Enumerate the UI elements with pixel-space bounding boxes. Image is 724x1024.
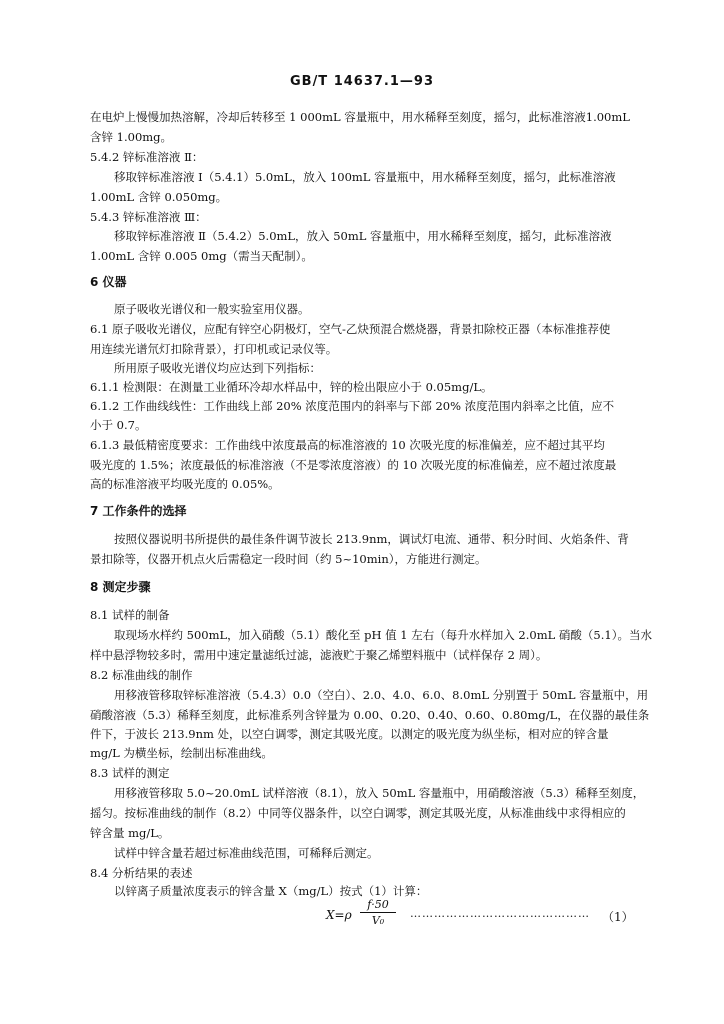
text-line: 1.00mL 含锌 0.050mg。 xyxy=(90,190,228,204)
text-line: 试样中锌含量若超过标准曲线范围，可稀释后测定。 xyxy=(114,846,379,860)
section-heading: 8 测定步骤 xyxy=(90,580,151,594)
text-line: 取现场水样约 500mL，加入硝酸（5.1）酸化至 pH 值 1 左右（每升水样加入 2.0mL 硝酸（5.1）。当水 xyxy=(114,628,652,642)
formula-numerator: f·50 xyxy=(367,898,389,911)
text-line: 6.1.2 工作曲线线性：工作曲线上部 20% 浓度范围内的斜率与下部 20% 浓度范围内斜率之比值，应不 xyxy=(90,399,615,413)
text-line: 6.1 原子吸收光谱仪，应配有锌空心阴极灯，空气-乙炔预混合燃烧器，背景扣除校正器（本标准推荐使 xyxy=(90,322,611,336)
section-heading: 7 工作条件的选择 xyxy=(90,504,187,518)
text-line: 1.00mL 含锌 0.005 0mg（需当天配制）。 xyxy=(90,249,313,263)
text-line: 景扣除等，仪器开机点火后需稳定一段时间（约 5~10min），方能进行测定。 xyxy=(90,552,487,566)
text-line: 8.4 分析结果的表述 xyxy=(90,866,193,880)
text-line: 原子吸收光谱仪和一般实验室用仪器。 xyxy=(114,302,310,316)
standard-number-header: GB/T 14637.1—93 xyxy=(289,74,435,89)
text-line: 5.4.3 锌标准溶液 Ⅲ： xyxy=(90,210,207,224)
text-line: 硝酸溶液（5.3）稀释至刻度，此标准系列含锌量为 0.00、0.20、0.40、0.60、0.80mg/L，在仪器的最佳条 xyxy=(90,708,650,722)
formula-denominator: V₀ xyxy=(371,914,385,927)
formula-lhs: X=ρ xyxy=(326,908,352,922)
text-line: 6.1.1 检测限：在测量工业循环冷却水样品中，锌的检出限应小于 0.05mg/L。 xyxy=(90,380,493,394)
text-line: 吸光度的 1.5%；浓度最低的标准溶液（不是零浓度溶液）的 10 次吸光度的标准偏差，应不超过浓度最 xyxy=(90,458,617,472)
text-line: 锌含量 mg/L。 xyxy=(90,826,170,840)
formula-fraction xyxy=(360,898,396,927)
text-line: 5.4.2 锌标准溶液 Ⅱ： xyxy=(90,150,204,164)
text-line: 移取锌标准溶液 Ⅱ（5.4.2）5.0mL，放入 50mL 容量瓶中，用水稀释至刻度，摇匀，此标准溶液 xyxy=(114,229,612,243)
formula-number: （1） xyxy=(602,910,634,924)
text-line: 摇匀。按标准曲线的制作（8.2）中同等仪器条件，以空白调零，测定其吸光度，从标准曲线中求得相应的 xyxy=(90,806,626,820)
formula-1 xyxy=(326,898,634,934)
text-line: 在电炉上慢慢加热溶解，冷却后转移至 1 000mL 容量瓶中，用水稀释至刻度，摇匀，此标准溶液1.00mL xyxy=(90,110,630,124)
text-line: 用移液管移取 5.0~20.0mL 试样溶液（8.1），放入 50mL 容量瓶中，用硝酸溶液（5.3）稀释至刻度， xyxy=(114,786,645,800)
text-line: 用移液管移取锌标准溶液（5.4.3）0.0（空白）、2.0、4.0、6.0、8.0mL 分别置于 50mL 容量瓶中，用 xyxy=(114,688,649,702)
section-heading: 6 仪器 xyxy=(90,275,127,289)
fraction-bar xyxy=(360,912,396,913)
text-line: 8.3 试样的测定 xyxy=(90,766,170,780)
text-line: 所用原子吸收光谱仪均应达到下列指标： xyxy=(114,361,321,375)
text-line: 用连续光谱氘灯扣除背景），打印机或记录仪等。 xyxy=(90,342,338,356)
text-line: 移取锌标准溶液 Ⅰ（5.4.1）5.0mL，放入 100mL 容量瓶中，用水稀释至刻度，摇匀，此标准溶液 xyxy=(114,170,616,184)
text-line: 含锌 1.00mg。 xyxy=(90,130,173,144)
text-line: 6.1.3 最低精密度要求：工作曲线中浓度最高的标准溶液的 10 次吸光度的标准偏差，应不超过其平均 xyxy=(90,438,605,452)
text-line: 高的标准溶液平均吸光度的 0.05%。 xyxy=(90,477,280,491)
text-line: 小于 0.7。 xyxy=(90,418,147,432)
text-line: 以锌离子质量浓度表示的锌含量 X（mg/L）按式（1）计算： xyxy=(114,884,428,898)
text-line: 件下，于波长 213.9nm 处，以空白调零，测定其吸光度。以测定的吸光度为纵坐标，相对应的锌含量 xyxy=(90,727,609,741)
text-line: 样中悬浮物较多时，需用中速定量滤纸过滤，滤液贮于聚乙烯塑料瓶中（试样保存 2 周）。 xyxy=(90,648,548,662)
text-line: 8.1 试样的制备 xyxy=(90,608,170,622)
text-line: 8.2 标准曲线的制作 xyxy=(90,668,193,682)
formula-leader-dots: ……………………………………… xyxy=(410,907,590,920)
text-line: 按照仪器说明书所提供的最佳条件调节波长 213.9nm，调试灯电流、通带、积分时间、火焰条件、背 xyxy=(114,532,629,546)
text-line: mg/L 为横坐标，绘制出标准曲线。 xyxy=(90,746,273,760)
